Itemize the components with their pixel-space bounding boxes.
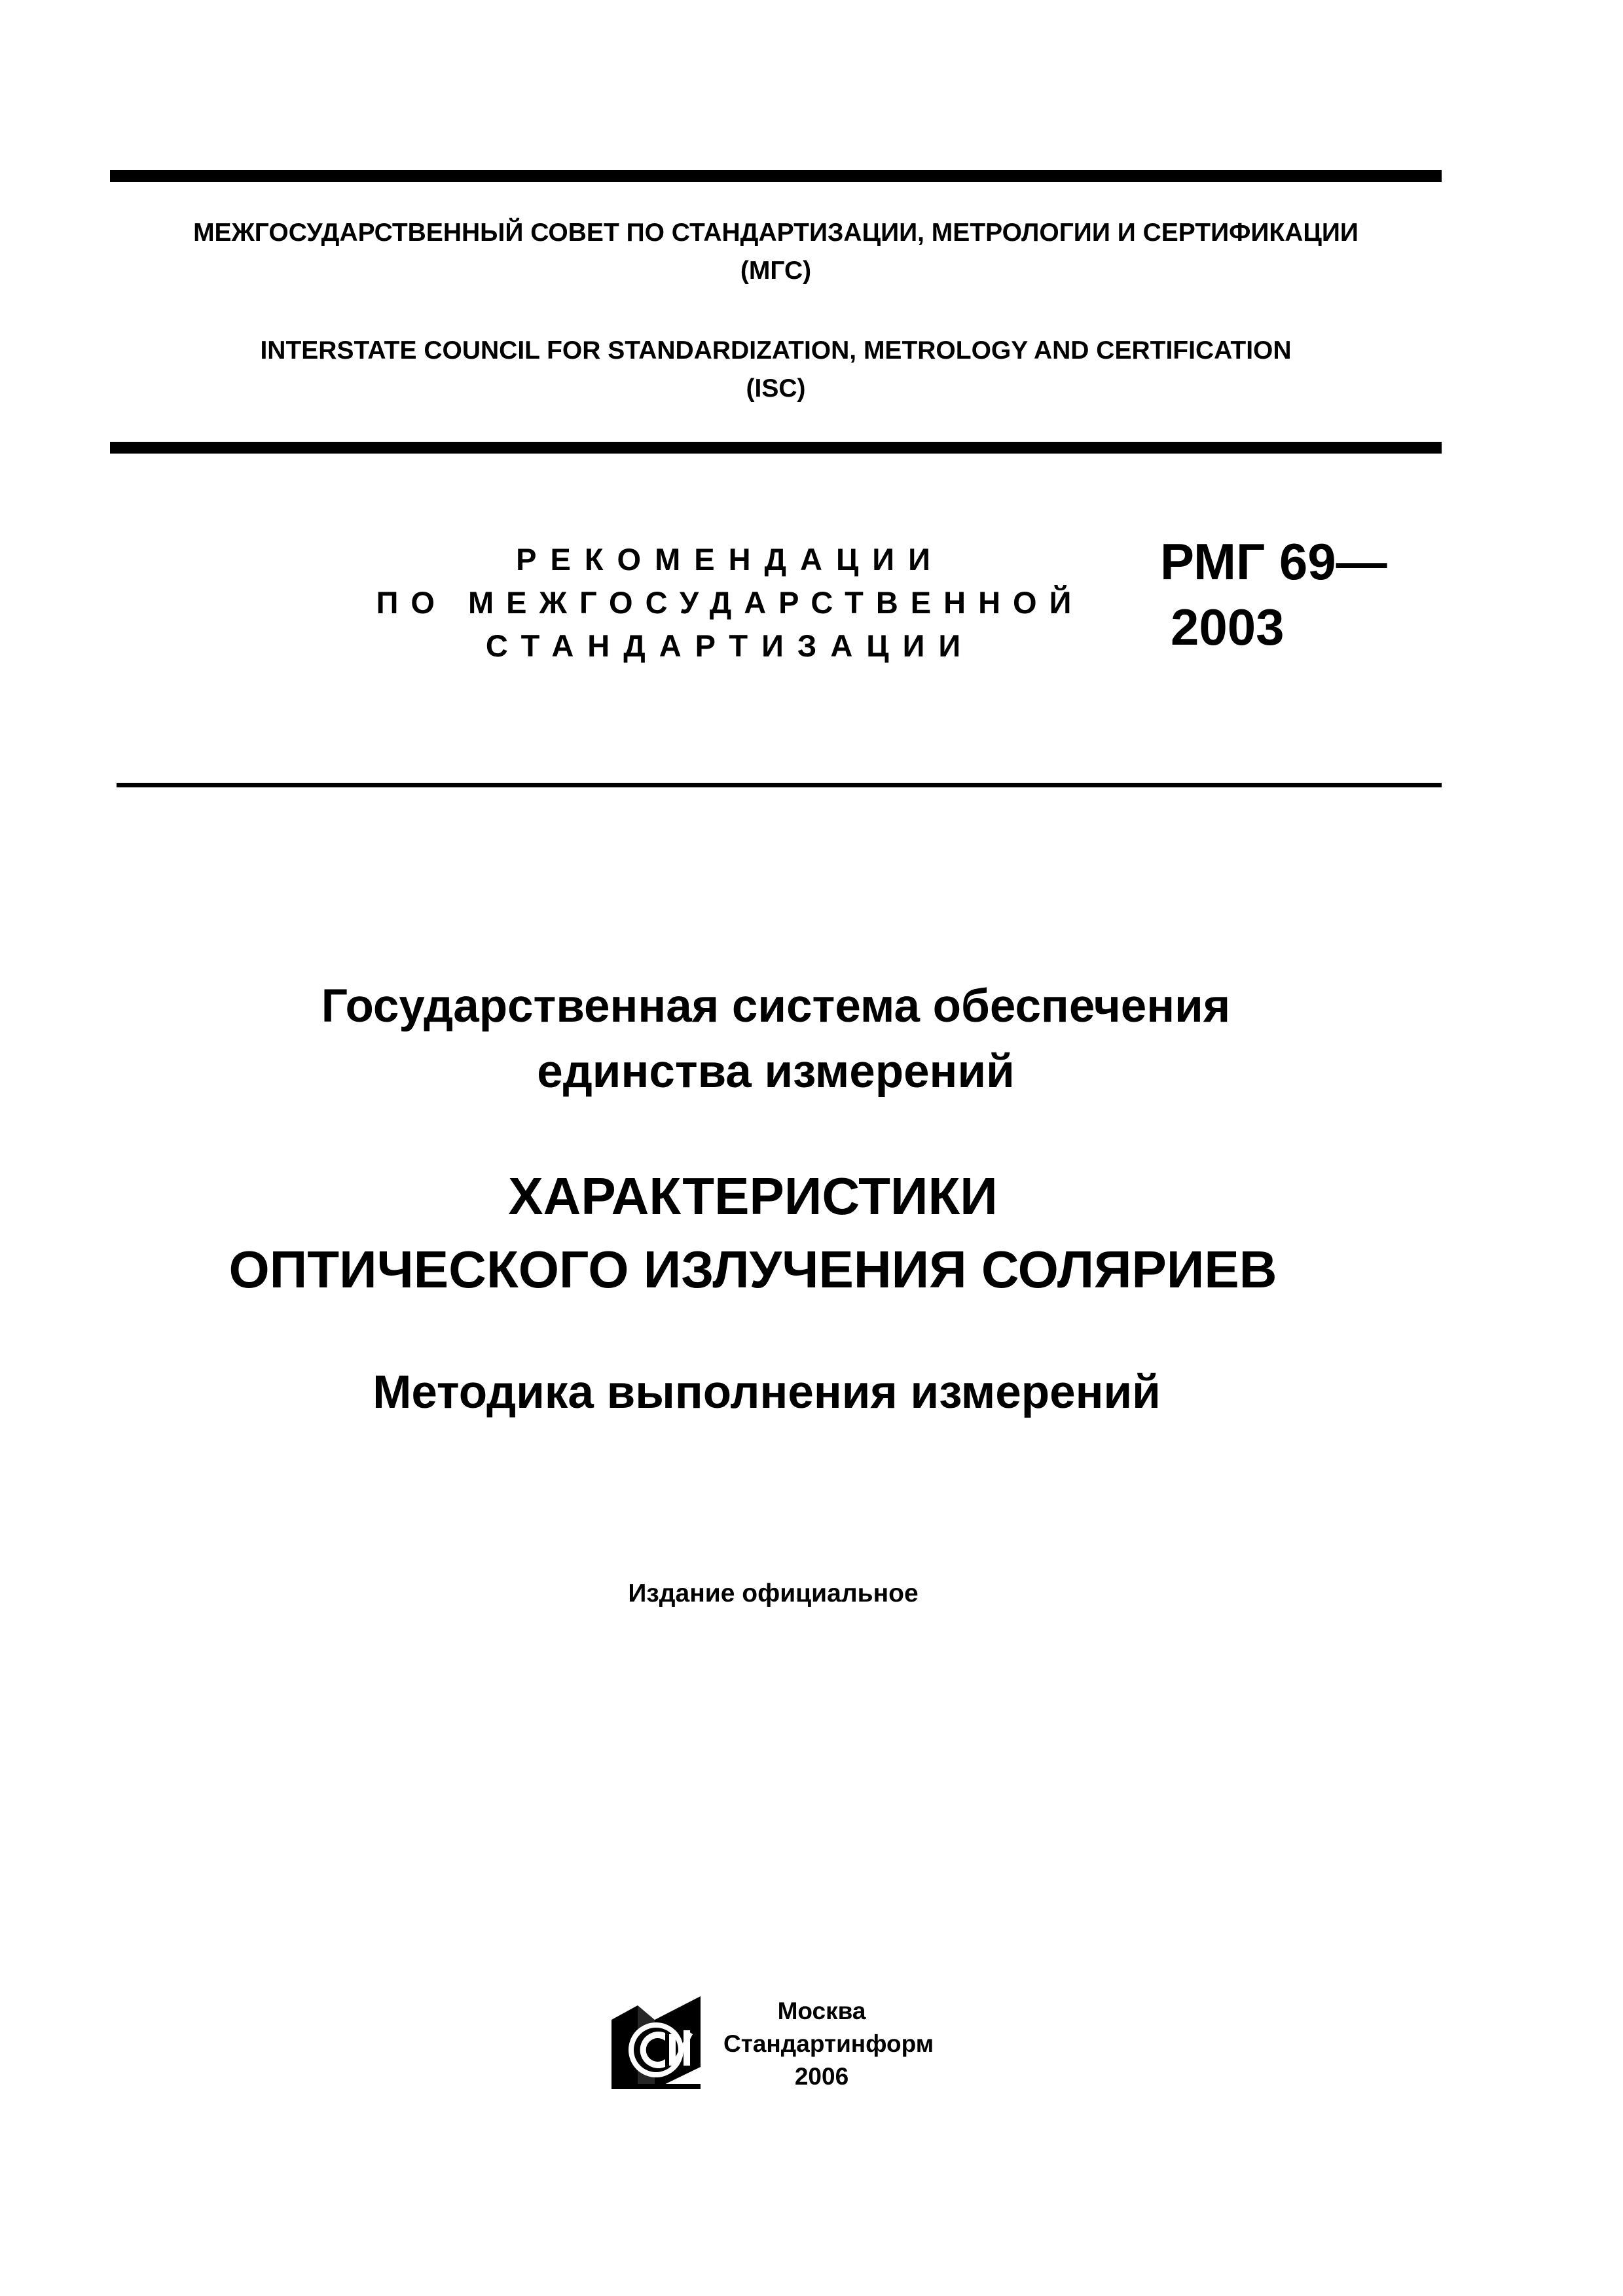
publisher-block [723, 1995, 934, 2093]
recommendation-line-2: ПО МЕЖГОСУДАРСТВЕННОЙ [376, 585, 1084, 620]
system-title-line-1: Государственная система обеспечения [321, 980, 1231, 1032]
main-title [110, 1160, 1442, 1306]
system-title-line-2: единства измерений [537, 1046, 1015, 1098]
council-abbr-ru: (МГС) [740, 257, 812, 285]
publisher-name: Стандартинформ [723, 2030, 934, 2057]
top-rule [110, 170, 1442, 182]
council-name-ru: МЕЖГОСУДАРСТВЕННЫЙ СОВЕТ ПО СТАНДАРТИЗАЦИИ, МЕТРОЛОГИИ И СЕРТИФИКАЦИИ [193, 219, 1359, 247]
system-title [110, 974, 1442, 1105]
council-header [110, 214, 1442, 290]
document-number: РМГ 69— [1160, 533, 1387, 590]
publisher-city: Москва [777, 1998, 866, 2024]
council-name-en: INTERSTATE COUNCIL FOR STANDARDIZATION, METROLOGY AND CERTIFICATION [260, 336, 1292, 365]
middle-rule [117, 783, 1442, 787]
document-year: 2003 [1171, 598, 1285, 656]
document-code [1160, 529, 1387, 660]
council-abbr-en: (ISC) [746, 374, 806, 403]
subtitle: Методика выполнения измерений [373, 1367, 1161, 1418]
standartinform-logo-icon [609, 1994, 704, 2092]
council-header-en [110, 332, 1442, 408]
recommendation-heading [354, 538, 1106, 668]
publisher-year: 2006 [794, 2063, 849, 2090]
main-title-line-2: ОПТИЧЕСКОГО ИЗЛУЧЕНИЯ СОЛЯРИЕВ [228, 1240, 1277, 1299]
edition-label: Издание официальное [628, 1579, 919, 1607]
recommendation-line-3: СТАНДАРТИЗАЦИИ [485, 628, 975, 663]
header-bottom-rule [110, 442, 1442, 454]
main-title-line-1: ХАРАКТЕРИСТИКИ [508, 1167, 998, 1225]
recommendation-line-1: РЕКОМЕНДАЦИИ [516, 542, 944, 577]
